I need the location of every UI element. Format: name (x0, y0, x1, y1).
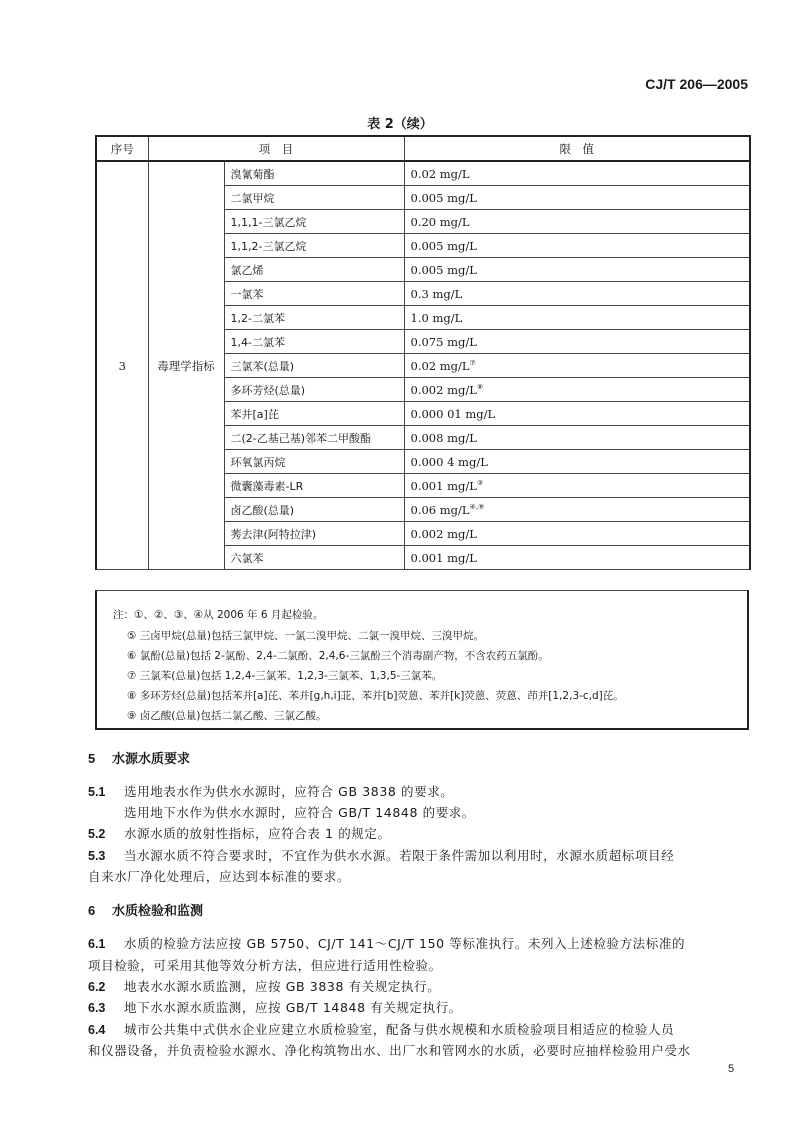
note-line: ⑦ 三氯苯(总量)包括 1,2,4-三氯苯、1,2,3-三氯苯、1,3,5-三氯苯。 (127, 670, 443, 682)
paragraph-6-3: 6.3 地下水水源水质监测，应按 GB/T 14848 有关规定执行。 (88, 1000, 462, 1015)
item-cell: 1,4-二氯苯 (224, 330, 404, 354)
note-line: ⑥ 氯酚(总量)包括 2-氯酚、2,4-二氯酚、2,4,6-三氯酚三个消毒副产物，不含农药五氯酚。 (127, 650, 549, 662)
item-cell: 苯并[a]芘 (224, 402, 404, 426)
item-cell: 三氯苯(总量) (224, 354, 404, 378)
seq-cell: 3 (96, 161, 148, 570)
table-row (96, 161, 750, 186)
section-number: 6 (88, 903, 96, 918)
standard-code: CJ/T 206—2005 (645, 76, 748, 92)
limits-table-container (95, 135, 749, 570)
section-5-heading (88, 748, 190, 767)
note-line: 注：①、②、③、④从 2006 年 6 月起检验。 (113, 609, 324, 621)
limit-cell (404, 282, 750, 306)
paragraph-5-1: 5.1 选用地表水作为供水水源时，应符合 GB 3838 的要求。 (88, 784, 454, 799)
paragraph-6-4-cont: 和仪器设备，并负责检验水源水、净化构筑物出水、出厂水和管网水的水质，必要时应抽样检验用户受水 (88, 1043, 691, 1058)
section-title: 水质检验和监测 (112, 904, 204, 919)
item-cell: 1,1,1-三氯乙烷 (224, 210, 404, 234)
paragraph-5-3-cont: 自来水厂净化处理后，应达到本标准的要求。 (88, 869, 351, 884)
paragraph-6-1: 6.1 水质的检验方法应按 GB 5750、CJ/T 141～CJ/T 150 等标准执行。未列入上述检验方法标准的 (88, 936, 686, 951)
limit-cell (404, 450, 750, 474)
limit-value: 0.001 mg/L (410, 478, 477, 493)
paragraph-6-4: 6.4 城市公共集中式供水企业应建立水质检验室，配备与供水规模和水质检验项目相适应的检验人员 (88, 1022, 675, 1037)
table-header-row (96, 136, 750, 161)
limit-value: 0.000 4 mg/L (410, 454, 488, 469)
limit-cell (404, 186, 750, 210)
footnote-marker: ⑧ (476, 382, 484, 391)
section-number: 5 (88, 751, 96, 766)
limit-value: 1.0 mg/L (410, 310, 463, 325)
limit-value: 0.005 mg/L (410, 238, 477, 253)
limit-cell (404, 378, 750, 402)
limit-cell (404, 258, 750, 282)
limit-value: 0.001 mg/L (410, 550, 477, 565)
section-6-heading (88, 900, 203, 919)
item-cell: 二(2-乙基己基)邻苯二甲酸酯 (224, 426, 404, 450)
limit-value: 0.005 mg/L (410, 190, 477, 205)
item-cell: 氯乙烯 (224, 258, 404, 282)
note-line: ⑤ 三卤甲烷(总量)包括三氯甲烷、一氯二溴甲烷、二氯一溴甲烷、三溴甲烷。 (127, 630, 484, 642)
paragraph-6-2: 6.2 地表水水源水质监测，应按 GB 3838 有关规定执行。 (88, 979, 441, 994)
header-item: 项 目 (148, 136, 404, 161)
limit-value: 0.005 mg/L (410, 262, 477, 277)
limit-value: 0.02 mg/L (410, 358, 470, 373)
item-cell: 六氯苯 (224, 546, 404, 570)
paragraph-5-1-cont: 选用地下水作为供水水源时，应符合 GB/T 14848 的要求。 (124, 805, 475, 820)
limit-cell (404, 474, 750, 498)
paragraph-6-1-cont: 项目检验，可采用其他等效分析方法，但应进行适用性检验。 (88, 958, 442, 973)
limit-cell (404, 306, 750, 330)
item-cell: 1,1,2-三氯乙烷 (224, 234, 404, 258)
limit-value: 0.02 mg/L (410, 166, 470, 181)
footnote-marker: ⑦ (469, 358, 476, 367)
table-notes (95, 590, 749, 730)
item-cell: 微囊藻毒素-LR (224, 474, 404, 498)
page-number: 5 (728, 1063, 735, 1075)
header-limit: 限 值 (404, 136, 750, 161)
item-cell: 环氧氯丙烷 (224, 450, 404, 474)
paragraph-5-3: 5.3 当水源水质不符合要求时，不宜作为供水水源。若限于条件需加以利用时，水源水质超标项目经 (88, 848, 675, 863)
paragraph-5-2: 5.2 水源水质的放射性指标，应符合表 1 的规定。 (88, 826, 391, 841)
category-cell: 毒理学指标 (148, 161, 224, 570)
limits-table (95, 135, 751, 570)
table-caption: 表 2（续） (367, 117, 433, 132)
note-line: ⑨ 卤乙酸(总量)包括二氯乙酸、三氯乙酸。 (127, 710, 327, 722)
limit-value: 0.075 mg/L (410, 334, 477, 349)
footnote-marker: ④,⑨ (469, 502, 485, 511)
limit-cell (404, 426, 750, 450)
item-cell: 溴氰菊酯 (224, 161, 404, 186)
note-line: ⑧ 多环芳烃(总量)包括苯并[a]芘、苯并[g,h,i]苝、苯并[b]荧蒽、苯并[k]荧蒽、荧蒽、茚并[1,2,3-c,d]芘。 (127, 690, 624, 702)
limit-cell (404, 161, 750, 186)
limit-cell (404, 546, 750, 570)
footnote-marker: ③ (476, 478, 484, 487)
limit-cell (404, 354, 750, 378)
limit-value: 0.06 mg/L (410, 502, 470, 517)
limit-value: 0.008 mg/L (410, 430, 477, 445)
limit-cell (404, 402, 750, 426)
section-title: 水源水质要求 (112, 752, 191, 767)
limit-cell (404, 498, 750, 522)
limit-cell (404, 330, 750, 354)
item-cell: 1,2-二氯苯 (224, 306, 404, 330)
limit-cell (404, 210, 750, 234)
limit-value: 0.002 mg/L (410, 526, 477, 541)
limit-value: 0.000 01 mg/L (410, 406, 496, 421)
item-cell: 莠去津(阿特拉津) (224, 522, 404, 546)
limit-value: 0.3 mg/L (410, 286, 463, 301)
item-cell: 一氯苯 (224, 282, 404, 306)
limit-cell (404, 234, 750, 258)
limit-value: 0.20 mg/L (410, 214, 470, 229)
item-cell: 卤乙酸(总量) (224, 498, 404, 522)
table-body (96, 161, 750, 570)
limit-value: 0.002 mg/L (410, 382, 477, 397)
item-cell: 多环芳烃(总量) (224, 378, 404, 402)
limit-cell (404, 522, 750, 546)
item-cell: 二氯甲烷 (224, 186, 404, 210)
header-seq: 序号 (96, 136, 148, 161)
